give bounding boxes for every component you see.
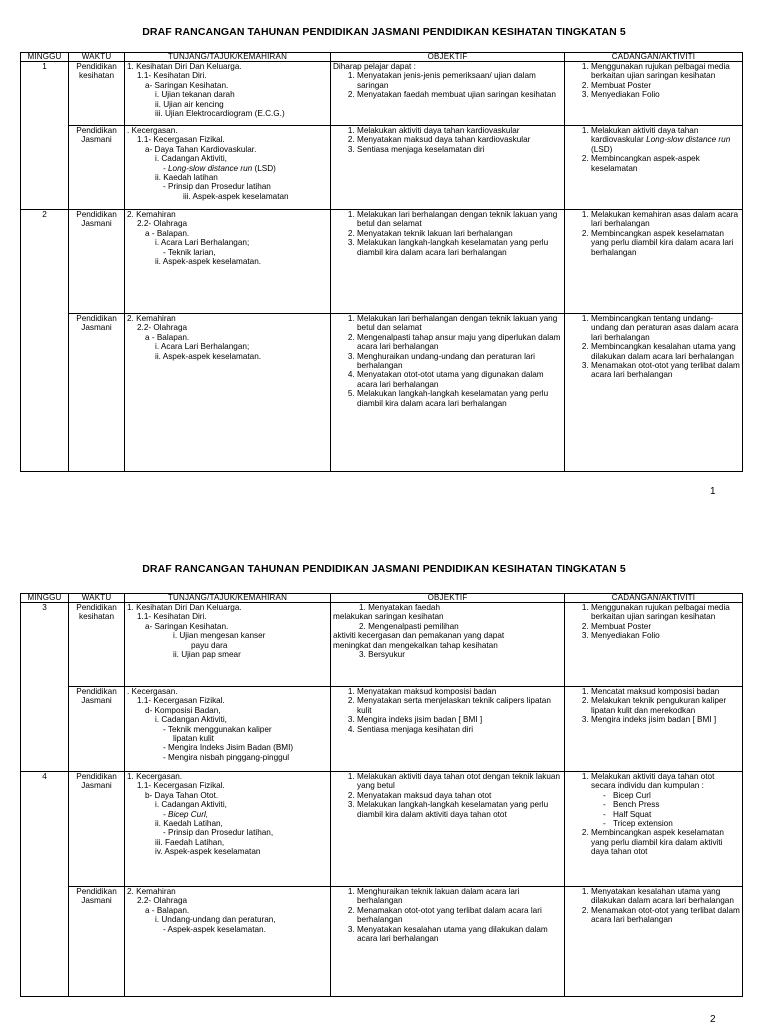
- table-row: [21, 210, 743, 314]
- page-number: 2: [710, 1014, 716, 1025]
- table-row: [21, 314, 743, 472]
- cadangan-cell: 1. Menggunakan rujukan pelbagai media berkaitan ujian saringan kesihatan 2. Membuat Poster 3. Menyediakan Folio: [565, 603, 743, 687]
- waktu-cell: Pendidikan Jasmani: [69, 772, 125, 887]
- table-row: [21, 603, 743, 687]
- tunjang-cell: . Kecergasan. 1.1- Kecergasan Fizikal. d- Komposisi Badan, i. Cadangan Aktiviti, - Teknik menggunakan kaliper lipatan kulit - Mengira Indeks Jisim Badan (BMI) - Mengira nisbah pinggang-pinggul: [125, 687, 331, 772]
- table-row: [21, 772, 743, 887]
- objektif-cell: 1. Menyatakan maksud komposisi badan 2. Menyatakan serta menjelaskan teknik calipers lipatan kulit 3. Mengira indeks jisim badan [ BMI ] 4. Sentiasa menjaga kesihatan diri: [331, 687, 565, 772]
- header-minggu: MINGGU: [21, 594, 69, 603]
- tunjang-cell: 1. Kecergasan. 1.1- Kecergasan Fizikal. b- Daya Tahan Otot. i. Cadangan Aktiviti, - Bicep Curl, ii. Kaedah Latihan, - Prinsip dan Prosedur latihan, iii. Faedah Latihan, iv. Aspek-aspek keselamatan: [125, 772, 331, 887]
- table-header-row: [21, 53, 743, 62]
- waktu-cell: Pendidikan Jasmani: [69, 314, 125, 472]
- objektif-cell: 1. Melakukan aktiviti daya tahan otot dengan teknik lakuan yang betul 2. Menyatakan maksud daya tahan otot 3. Melakukan langkah-langkah keselamatan yang perlu diambil kira dalam aktiviti daya tahan otot: [331, 772, 565, 887]
- page-number: 1: [710, 486, 716, 497]
- cadangan-cell: 1. Menyatakan kesalahan utama yang dilakukan dalam acara lari berhalangan 2. Menamakan otot-otot yang terlibat dalam acara lari berhalangan: [565, 887, 743, 997]
- table-row: [21, 887, 743, 997]
- week-number: 3: [21, 603, 69, 772]
- cadangan-cell: 1. Mencatat maksud komposisi badan 2. Melakukan teknik pengukuran kaliper lipatan kulit dan merekodkan 3. Mengira indeks jisim badan [ BMI ]: [565, 687, 743, 772]
- cadangan-cell: 1. Menggunakan rujukan pelbagai media berkaitan ujian saringan kesihatan 2. Membuat Poster 3. Menyediakan Folio: [565, 62, 743, 126]
- objektif-cell: Diharap pelajar dapat : 1. Menyatakan jenis-jenis pemeriksaan/ ujian dalam saringan 2. Menyatakan faedah membuat ujian saringan kesihatan: [331, 62, 565, 126]
- header-cadangan: CADANGAN/AKTIVITI: [565, 53, 743, 62]
- cadangan-cell: 1. Melakukan aktiviti daya tahan kardiovaskular Long-slow distance run (LSD) 2. Membincangkan aspek-aspek keselamatan: [565, 126, 743, 210]
- header-cadangan: CADANGAN/AKTIVITI: [565, 594, 743, 603]
- objektif-cell: 1. Menghuraikan teknik lakuan dalam acara lari berhalangan 2. Menamakan otot-otot yang terlibat dalam acara lari berhalangan 3. Menyatakan kesalahan utama yang dilakukan dalam acara lari berhalangan: [331, 887, 565, 997]
- plan-table-page-1: [20, 52, 743, 472]
- waktu-cell: Pendidikan kesihatan: [69, 603, 125, 687]
- cadangan-cell: 1. Melakukan aktiviti daya tahan otot secara individu dan kumpulan : - Bicep Curl - Bench Press - Half Squat - Tricep extension 2. Membincangkan aspek keselamatan yang perlu diambil kira dalam aktiviti daya tahan otot: [565, 772, 743, 887]
- header-tunjang: TUNJANG/TAJUK/KEMAHIRAN: [125, 594, 331, 603]
- objektif-cell: 1. Melakukan aktiviti daya tahan kardiovaskular 2. Menyatakan maksud daya tahan kardiovaskular 3. Sentiasa menjaga keselamatan diri: [331, 126, 565, 210]
- tunjang-cell: 2. Kemahiran 2.2- Olahraga a - Balapan. i. Acara Lari Berhalangan; - Teknik larian, ii. Aspek-aspek keselamatan.: [125, 210, 331, 314]
- table-row: [21, 62, 743, 126]
- cadangan-cell: 1. Membincangkan tentang undang-undang dan peraturan asas dalam acara lari berhalangan 2. Membincangkan kesalahan utama yang dilakukan dalam acara lari berhalangan 3. Menamakan otot-otot yang terlibat dalam acara lari berhalangan: [565, 314, 743, 472]
- waktu-cell: Pendidikan kesihatan: [69, 62, 125, 126]
- objektif-cell: 1. Melakukan lari berhalangan dengan teknik lakuan yang betul dan selamat 2. Mengenalpasti tahap ansur maju yang diperlukan dalam acara lari berhalangan 3. Menghuraikan undang-undang dan peraturan lari berhalangan 4. Menyatakan otot-otot utama yang digunakan dalam acara lari berhalangan 5. Melakukan langkah-langkah keselamatan yang perlu diambil kira dalam acara lari berhalangan: [331, 314, 565, 472]
- waktu-cell: Pendidikan Jasmani: [69, 126, 125, 210]
- table-header-row: [21, 594, 743, 603]
- objektif-cell: 1. Melakukan lari berhalangan dengan teknik lakuan yang betul dan selamat 2. Menyatakan teknik lakuan lari berhalangan 3. Melakukan langkah-langkah keselamatan yang perlu diambil kira dalam acara lari berhalangan: [331, 210, 565, 314]
- header-waktu: WAKTU: [69, 594, 125, 603]
- plan-table-page-2: [20, 593, 743, 997]
- tunjang-cell: 2. Kemahiran 2.2- Olahraga a - Balapan. i. Acara Lari Berhalangan; ii. Aspek-aspek keselamatan.: [125, 314, 331, 472]
- tunjang-cell: 1. Kesihatan Diri Dan Keluarga. 1.1- Kesihatan Diri. a- Saringan Kesihatan. i. Ujian tekanan darah ii. Ujian air kencing iii. Ujian Elektrocardiogram (E.C.G.): [125, 62, 331, 126]
- header-waktu: WAKTU: [69, 53, 125, 62]
- waktu-cell: Pendidikan Jasmani: [69, 887, 125, 997]
- week-number: 4: [21, 772, 69, 997]
- table-row: [21, 687, 743, 772]
- tunjang-cell: 1. Kesihatan Diri Dan Keluarga. 1.1- Kesihatan Diri. a- Saringan Kesihatan. i. Ujian mengesan kanser payu dara ii. Ujian pap smear: [125, 603, 331, 687]
- table-row: [21, 126, 743, 210]
- header-minggu: MINGGU: [21, 53, 69, 62]
- document-title: DRAF RANCANGAN TAHUNAN PENDIDIKAN JASMANI PENDIDIKAN KESIHATAN TINGKATAN 5: [142, 563, 626, 575]
- week-number: 2: [21, 210, 69, 472]
- tunjang-cell: . Kecergasan. 1.1- Kecergasan Fizikal. a- Daya Tahan Kardiovaskular. i. Cadangan Aktiviti, - Long-slow distance run (LSD) ii. Kaedah latihan - Prinsip dan Prosedur latihan iii. Aspek-aspek keselamatan: [125, 126, 331, 210]
- header-objektif: OBJEKTIF: [331, 53, 565, 62]
- week-number: 1: [21, 62, 69, 210]
- cadangan-cell: 1. Melakukan kemahiran asas dalam acara lari berhalangan 2. Membincangkan aspek keselamatan yang perlu diambil kira dalam acara lari berhalangan: [565, 210, 743, 314]
- header-tunjang: TUNJANG/TAJUK/KEMAHIRAN: [125, 53, 331, 62]
- header-objektif: OBJEKTIF: [331, 594, 565, 603]
- document-title: DRAF RANCANGAN TAHUNAN PENDIDIKAN JASMANI PENDIDIKAN KESIHATAN TINGKATAN 5: [142, 26, 626, 38]
- waktu-cell: Pendidikan Jasmani: [69, 210, 125, 314]
- tunjang-cell: 2. Kemahiran 2.2- Olahraga a - Balapan. i. Undang-undang dan peraturan, - Aspek-aspek keselamatan.: [125, 887, 331, 997]
- objektif-cell: 1. Menyatakan faedah melakukan saringan kesihatan 2. Mengenalpasti pemilihan aktiviti kecergasan dan pemakanan yang dapat meningkat dan mengekalkan tahap kesihatan 3. Bersyukur: [331, 603, 565, 687]
- waktu-cell: Pendidikan Jasmani: [69, 687, 125, 772]
